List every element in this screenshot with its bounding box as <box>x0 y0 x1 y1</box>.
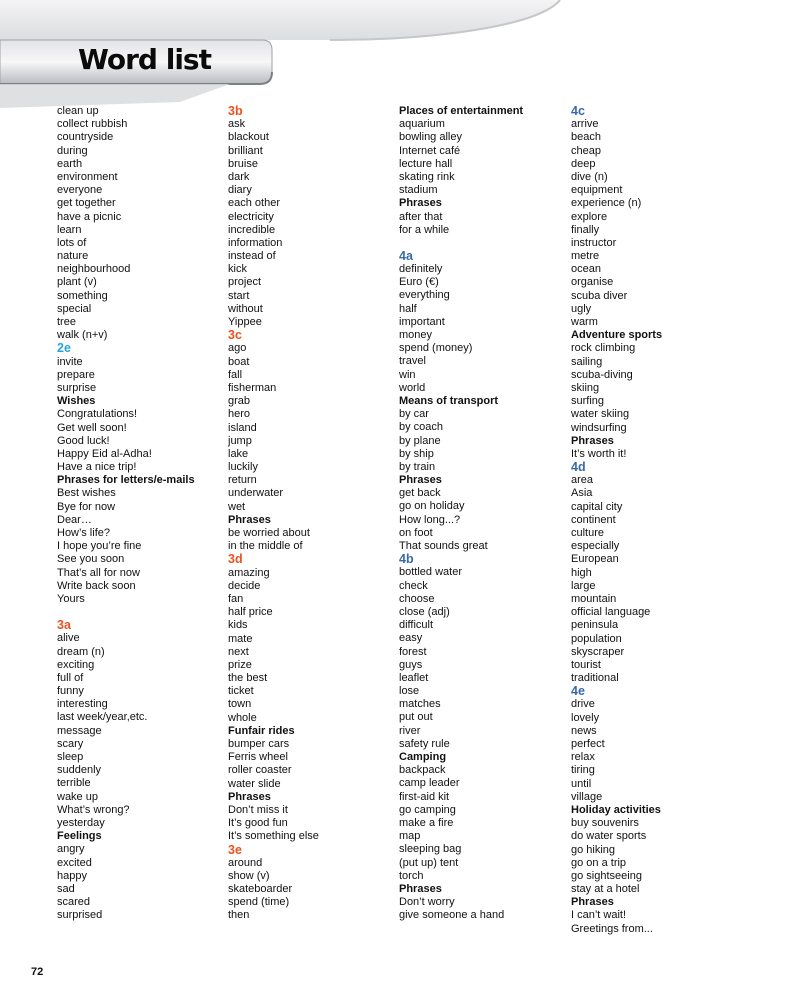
word-entry: Have a nice trip! <box>57 461 137 474</box>
unit-label: 4e <box>571 684 585 699</box>
word-entry: check <box>399 579 428 592</box>
word-entry: decide <box>228 579 261 592</box>
unit-label: 3e <box>228 842 242 857</box>
word-entry: bruise <box>228 157 258 170</box>
word-entry: guys <box>399 658 423 671</box>
word-entry: easy <box>399 632 423 645</box>
word-entry: surfing <box>571 395 605 408</box>
word-entry: by ship <box>399 447 434 460</box>
word-entry: Yours <box>57 592 85 605</box>
section-heading: Means of transport <box>399 394 499 407</box>
word-entry: island <box>228 421 257 434</box>
word-entry: culture <box>571 527 605 539</box>
unit-label: 3d <box>228 552 243 567</box>
word-entry: difficult <box>399 619 434 632</box>
word-entry: surprise <box>57 381 97 394</box>
word-entry: water skiing <box>571 408 630 421</box>
section-heading: Phrases <box>571 434 614 447</box>
word-entry: Happy Eid al-Adha! <box>57 447 152 460</box>
word-entry: Best wishes <box>57 487 116 500</box>
word-entry: equipment <box>571 184 623 197</box>
word-entry: go hiking <box>571 843 616 856</box>
word-entry: instead of <box>228 250 276 263</box>
word-entry: It’s something else <box>228 830 319 843</box>
word-entry: I hope you’re fine <box>57 540 142 553</box>
word-entry: bottled water <box>399 566 462 579</box>
word-entry: forest <box>399 645 427 658</box>
word-entry: whole <box>228 711 257 724</box>
word-entry: something <box>57 289 108 302</box>
word-entry: hero <box>228 408 251 421</box>
word-entry: mountain <box>571 592 617 605</box>
word-entry: by coach <box>399 421 444 434</box>
word-entry: official language <box>571 606 651 619</box>
word-entry: funny <box>57 685 84 698</box>
word-entry: experience (n) <box>571 197 642 210</box>
word-entry: bumper cars <box>228 738 290 750</box>
word-entry: surprised <box>57 909 103 922</box>
word-entry: have a picnic <box>57 210 122 223</box>
word-entry: yesterday <box>57 816 105 829</box>
word-entry: river <box>399 724 421 737</box>
word-entry: neighbourhood <box>57 263 131 276</box>
word-entry: message <box>57 724 102 737</box>
word-entry: perfect <box>571 738 605 750</box>
word-entry: scary <box>57 737 84 750</box>
word-entry: scuba-diving <box>571 368 633 381</box>
word-entry: lecture hall <box>399 157 453 170</box>
word-entry: make a fire <box>399 816 454 829</box>
word-entry: half <box>399 302 417 315</box>
word-entry: last week/year,etc. <box>57 711 148 724</box>
word-entry: invite <box>57 355 83 368</box>
word-entry: clean up <box>57 105 99 117</box>
word-entry: lose <box>399 685 420 698</box>
word-entry: continent <box>571 513 616 526</box>
word-entry: by car <box>399 408 429 421</box>
word-entry: project <box>228 276 262 289</box>
word-entry: after that <box>399 210 443 223</box>
word-entry: safety rule <box>399 737 450 750</box>
word-entry: interesting <box>57 698 108 711</box>
section-heading: Funfair rides <box>228 724 295 737</box>
word-entry: That’s all for now <box>57 566 140 579</box>
word-entry: Asia <box>571 487 593 500</box>
word-entry: world <box>399 381 426 394</box>
word-entry: mate <box>228 632 253 645</box>
section-heading: Holiday activities <box>571 803 661 816</box>
word-entry: incredible <box>228 223 276 236</box>
word-entry: half price <box>228 606 273 619</box>
word-entry: organise <box>571 276 614 289</box>
word-entry: information <box>228 236 283 249</box>
unit-label: 3a <box>57 618 71 633</box>
word-entry: everything <box>399 289 450 302</box>
word-entry: population <box>571 632 622 645</box>
word-entry: Good luck! <box>57 434 110 447</box>
word-entry: That sounds great <box>399 540 488 552</box>
word-entry: dream (n) <box>57 645 105 658</box>
word-entry: start <box>228 289 250 302</box>
word-entry: bowling alley <box>399 131 462 144</box>
word-entry: map <box>399 830 421 843</box>
word-entry: dive (n) <box>571 170 608 183</box>
word-entry: diary <box>228 184 252 197</box>
word-entry: luckily <box>228 461 258 474</box>
word-entry: on foot <box>399 526 433 539</box>
word-entry: Don’t worry <box>399 896 455 909</box>
word-entry: definitely <box>399 263 443 276</box>
word-entry: get back <box>399 487 441 500</box>
word-entry: prize <box>228 658 252 671</box>
word-entry: tree <box>57 316 76 328</box>
word-entry: ago <box>228 342 247 355</box>
word-entry: village <box>571 790 603 803</box>
word-entry: fan <box>228 592 244 605</box>
word-entry: Don’t miss it <box>228 803 288 816</box>
word-entry: It’s worth it! <box>571 447 627 460</box>
word-entry: boat <box>228 355 250 368</box>
word-entry: Euro (€) <box>399 276 439 289</box>
word-entry: get together <box>57 197 116 210</box>
word-entry: next <box>228 645 249 658</box>
word-entry: backpack <box>399 764 446 777</box>
word-entry: wet <box>228 500 246 513</box>
word-entry: spend (money) <box>399 342 473 355</box>
word-entry: skiing <box>571 381 600 394</box>
word-entry: scared <box>57 896 91 909</box>
word-entry: How long...? <box>399 513 461 526</box>
word-entry: arrive <box>571 118 599 131</box>
section-heading: Phrases for letters/e-mails <box>57 474 195 487</box>
word-entry: travel <box>399 355 426 368</box>
word-entry: lake <box>228 447 249 460</box>
word-entry: metre <box>571 250 600 263</box>
word-entry: area <box>571 474 594 487</box>
word-entry: Bye for now <box>57 500 116 513</box>
word-entry: How’s life? <box>57 527 110 539</box>
word-entry: sailing <box>571 355 603 368</box>
word-entry: alive <box>57 632 80 645</box>
word-entry: full of <box>57 671 84 684</box>
word-entry: learn <box>57 223 82 236</box>
word-entry: special <box>57 302 92 315</box>
word-entry: then <box>228 909 250 922</box>
word-entry: finally <box>571 223 600 236</box>
word-entry: Ferris wheel <box>228 751 288 764</box>
page-title: Word list <box>78 43 211 76</box>
page-number: 72 <box>31 966 44 978</box>
word-entry: Congratulations! <box>57 408 138 421</box>
word-entry: lovely <box>571 711 600 724</box>
word-column-1 <box>57 105 227 922</box>
word-entry: brilliant <box>228 144 263 157</box>
word-entry: collect rubbish <box>57 118 128 131</box>
word-entry: stay at a hotel <box>571 883 640 896</box>
word-entry: first-aid kit <box>399 790 450 803</box>
word-entry: nature <box>57 250 89 263</box>
word-entry: terrible <box>57 777 91 790</box>
unit-label: 4a <box>399 248 413 263</box>
word-entry: do water sports <box>571 830 647 843</box>
word-entry: kids <box>228 619 248 632</box>
word-entry: tiring <box>571 764 595 777</box>
word-entry: European <box>571 553 619 566</box>
unit-label: 3c <box>228 328 242 343</box>
word-entry: torch <box>399 869 424 882</box>
section-heading: Phrases <box>399 882 442 895</box>
unit-label: 4d <box>571 460 586 475</box>
word-entry: electricity <box>228 210 274 223</box>
word-entry: cheap <box>571 144 601 157</box>
word-entry: angry <box>57 843 85 856</box>
section-heading: Adventure sports <box>571 329 663 342</box>
word-entry: skyscraper <box>571 645 625 658</box>
word-entry: relax <box>571 751 595 764</box>
word-entry: drive <box>571 698 595 711</box>
word-entry: each other <box>228 197 280 210</box>
word-entry: traditional <box>571 672 619 685</box>
word-entry: wake up <box>57 790 98 803</box>
word-entry: for a while <box>399 223 450 236</box>
word-entry: blackout <box>228 131 269 144</box>
word-entry: See you soon <box>57 553 125 566</box>
word-entry: countryside <box>57 131 114 144</box>
word-entry: give someone a hand <box>399 909 505 922</box>
word-entry: exciting <box>57 658 95 671</box>
section-heading: Wishes <box>57 395 96 408</box>
word-entry: (put up) tent <box>399 856 459 869</box>
word-entry: during <box>57 144 88 157</box>
section-heading: Places of entertainment <box>399 105 524 117</box>
word-entry: by train <box>399 460 436 473</box>
word-entry: ask <box>228 118 246 131</box>
word-entry: capital city <box>571 500 623 513</box>
word-entry: ugly <box>571 302 592 315</box>
word-entry: underwater <box>228 487 284 500</box>
word-entry: Dear… <box>57 513 92 526</box>
word-entry: windsurfing <box>571 421 627 434</box>
word-entry: amazing <box>228 566 270 579</box>
word-entry: around <box>228 856 263 869</box>
word-entry: sad <box>57 882 75 895</box>
word-entry: important <box>399 315 445 328</box>
word-entry: close (adj) <box>399 605 450 618</box>
section-heading: Feelings <box>57 830 102 843</box>
word-entry: news <box>571 724 597 737</box>
word-entry: deep <box>571 157 596 170</box>
word-entry: Greetings from... <box>571 922 653 935</box>
word-entry: town <box>228 698 252 711</box>
section-heading: Phrases <box>399 197 442 210</box>
word-entry: Internet café <box>399 144 461 157</box>
word-entry: fall <box>228 368 243 381</box>
word-entry: stadium <box>399 184 438 197</box>
word-entry: be worried about <box>228 527 310 539</box>
word-entry: I can’t wait! <box>571 909 627 922</box>
word-entry: tourist <box>571 658 601 671</box>
word-entry: skating rink <box>399 170 455 183</box>
word-entry: lots of <box>57 236 87 249</box>
word-entry: buy souvenirs <box>571 817 639 830</box>
word-entry: show (v) <box>228 869 270 882</box>
word-entry: put out <box>399 711 433 724</box>
word-entry: walk (n+v) <box>57 329 108 342</box>
word-entry: prepare <box>57 368 95 381</box>
word-entry: rock climbing <box>571 342 636 355</box>
section-heading: Phrases <box>228 790 271 803</box>
word-entry: without <box>228 302 263 315</box>
word-entry: earth <box>57 157 83 170</box>
word-entry: jump <box>228 434 252 447</box>
word-entry: spend (time) <box>228 896 290 909</box>
word-entry: It’s good fun <box>228 817 288 830</box>
word-entry: by plane <box>399 434 441 447</box>
word-entry: skateboarder <box>228 883 293 896</box>
word-column-3 <box>399 105 569 922</box>
section-heading: Camping <box>399 751 447 763</box>
word-entry: matches <box>399 698 441 711</box>
word-entry: happy <box>57 869 87 882</box>
word-entry: especially <box>571 540 620 553</box>
word-entry: Write back soon <box>57 579 136 592</box>
section-heading: Phrases <box>399 474 442 487</box>
word-entry: Get well soon! <box>57 421 127 434</box>
section-heading: Phrases <box>571 896 614 909</box>
word-entry: suddenly <box>57 764 102 777</box>
word-entry: return <box>228 474 257 487</box>
word-entry: grab <box>228 395 251 408</box>
word-entry: dark <box>228 170 250 183</box>
word-entry: explore <box>571 210 608 223</box>
word-entry: roller coaster <box>228 764 292 777</box>
word-entry: choose <box>399 592 435 605</box>
word-entry: win <box>399 368 416 381</box>
word-entry: scuba diver <box>571 289 628 302</box>
word-entry: everyone <box>57 184 103 197</box>
word-entry: go camping <box>399 803 456 816</box>
word-entry: until <box>571 777 592 790</box>
word-entry: sleeping bag <box>399 843 462 856</box>
word-entry: leaflet <box>399 671 429 684</box>
word-entry: Yippee <box>228 316 262 328</box>
word-entry: kick <box>228 263 247 276</box>
word-column-2 <box>228 105 398 923</box>
word-entry: ocean <box>571 263 601 276</box>
word-entry: water slide <box>228 777 281 790</box>
word-entry: What’s wrong? <box>57 803 130 816</box>
word-entry: excited <box>57 856 92 869</box>
section-heading: Phrases <box>228 513 271 526</box>
unit-label: 4b <box>399 552 414 567</box>
word-entry: large <box>571 579 596 592</box>
word-column-4 <box>571 105 741 936</box>
unit-label: 2e <box>57 341 71 356</box>
unit-label: 4c <box>571 104 585 118</box>
word-entry: warm <box>571 316 598 328</box>
word-entry: money <box>399 329 433 341</box>
word-entry: ticket <box>228 685 254 698</box>
word-entry: beach <box>571 131 601 144</box>
word-entry: go sightseeing <box>571 869 642 882</box>
unit-label: 3b <box>228 104 243 118</box>
word-entry: fisherman <box>228 381 277 394</box>
word-entry: the best <box>228 672 268 685</box>
word-entry: environment <box>57 170 118 183</box>
word-entry: instructor <box>571 236 617 249</box>
word-entry: plant (v) <box>57 276 97 289</box>
word-entry: go on a trip <box>571 856 627 869</box>
word-entry: sleep <box>57 751 84 763</box>
word-entry: aquarium <box>399 118 445 131</box>
word-entry: camp leader <box>399 777 460 790</box>
word-entry: go on holiday <box>399 500 465 513</box>
word-entry: high <box>571 566 592 579</box>
word-entry: peninsula <box>571 619 619 632</box>
word-entry: in the middle of <box>228 540 303 553</box>
